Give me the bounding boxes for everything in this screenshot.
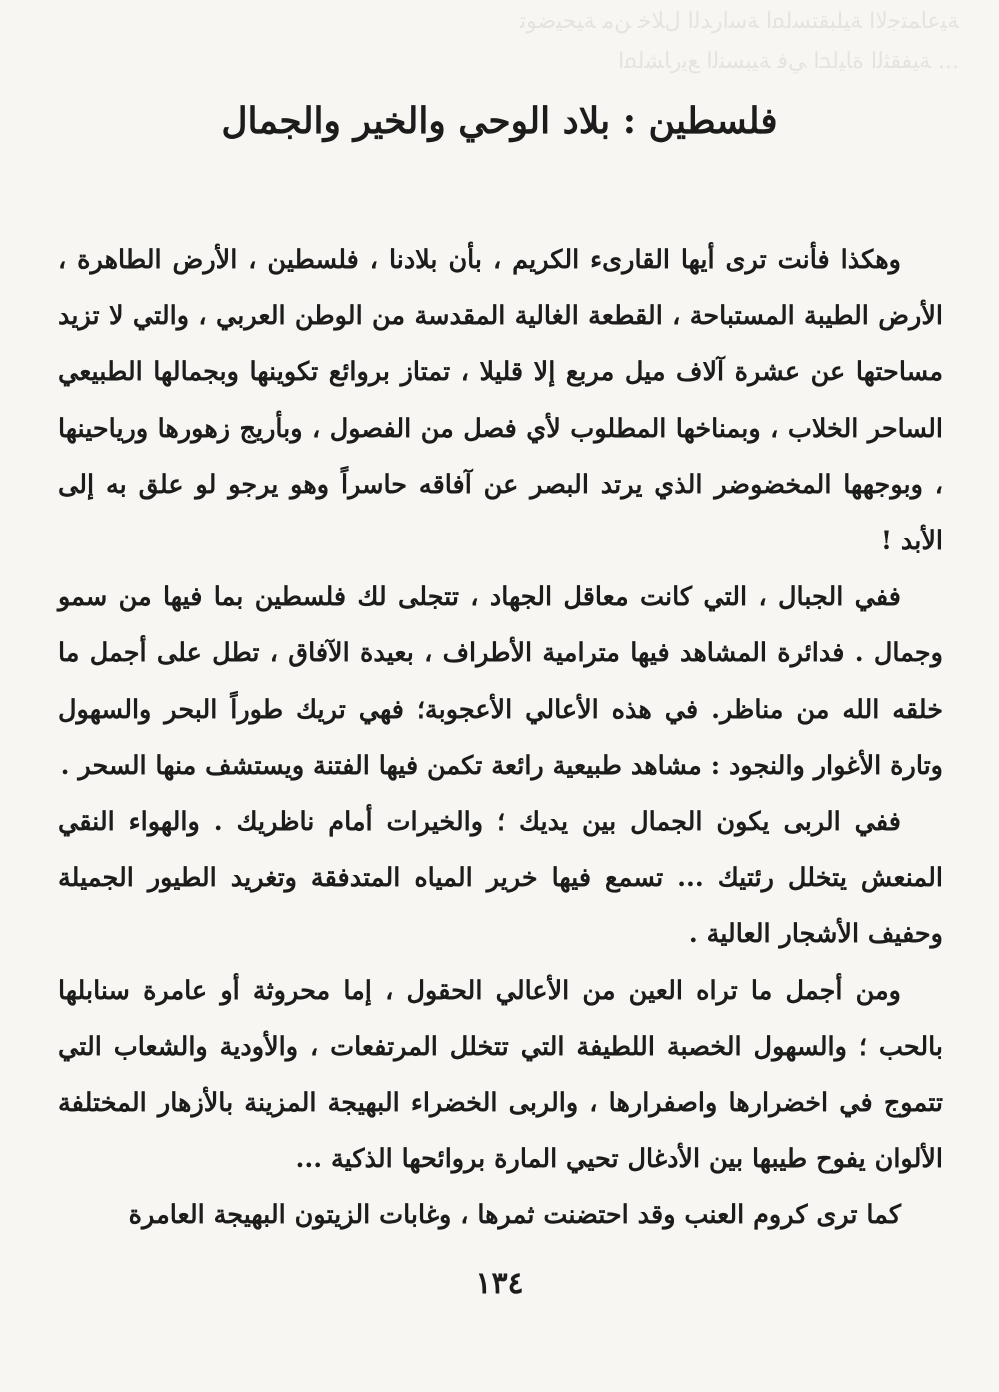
bleed-through-text: ﺔﻴﻋﺎﻤﺘﺟﻻﺍ ﺔﻴﻠﺒﻘﺘﺴﳌﺍ ﺔﺳﺍﺭﺪﻟﺍ ﻝﻼﺧ ﻦﻣ ﺔﻴﺤﻴﺿﻮﺗ	[519, 9, 959, 34]
paragraph: ومن أجمل ما تراه العين من الأعالي الحقول ، إما محروثة أو عامرة سنابلها بالحب ؛ والسهول الخصبة اللطيفة التي تتخلل المرتفعات ، والأودية والشعاب التي تتموج في اخضرارها واصفرارها ، والربى الخضراء البهيجة المزينة بالأزهار المختلفة الألوان يفوح طيبها بين الأدغال تحيي المارة بروائحها الذكية ...	[58, 975, 943, 1175]
paragraph: كما ترى كروم العنب وقد احتضنت ثمرها ، وغابات الزيتون البهيجة العامرة	[128, 1200, 901, 1231]
paragraph: ففي الربى يكون الجمال بين يديك ؛ والخيرات أمام ناظريك . والهواء النقي المنعش يتخلل رئتيك ... تسمع فيها خرير المياه المتدفقة وتغريد الطيور الجميلة وحفيف الأشجار العالية .	[58, 807, 943, 950]
paragraph: وهكذا فأنت ترى أيها القارىء الكريم ، بأن بلادنا ، فلسطين ، الأرض الطاهرة ، الأرض الطيبة المستباحة ، القطعة الغالية المقدسة من الوطن العربي ، والتي لا تزيد مساحتها عن عشرة آلاف ميل مربع إلا قليلا ، تمتاز بروائع تكوينها وبجمالها الطبيعي الساحر الخلاب ، وبمناخها المطلوب لأي فصل من الفصول ، وبأريج زهورها ورياحينها ، وبوجهها المخضوضر الذي يرتد البصر عن آفاقه حاسراً وهو يرجو لو علق به إلى الأبد !	[58, 245, 943, 557]
paragraph: ففي الجبال ، التي كانت معاقل الجهاد ، تتجلى لك فلسطين بما فيها من سمو وجمال . فدائرة المشاهد فيها مترامية الأطراف ، بعيدة الآفاق ، تطل على أجمل ما خلقه الله من مناظر. في هذه الأعالي الأعجوبة؛ فهي تريك طوراً البحر والسهول وتارة الأغوار والنجود : مشاهد طبيعية رائعة تكمن فيها الفتنة ويستشف منها السحر .	[58, 582, 943, 781]
bleed-through-text: ... ﺔﻴﻔﻘﺜﻟﺍ ﺓﺎﻴﳊﺍ ﻲﻓ ﺔﻴﺒﺴﻨﻟﺍ ﻊﻳﺭﺎﺸﳌﺍ	[618, 49, 959, 74]
page-title: فلسطين : بلاد الوحي والخير والجمال	[221, 100, 778, 142]
body-text	[58, 232, 943, 1244]
page-number: ١٣٤	[475, 1266, 524, 1301]
